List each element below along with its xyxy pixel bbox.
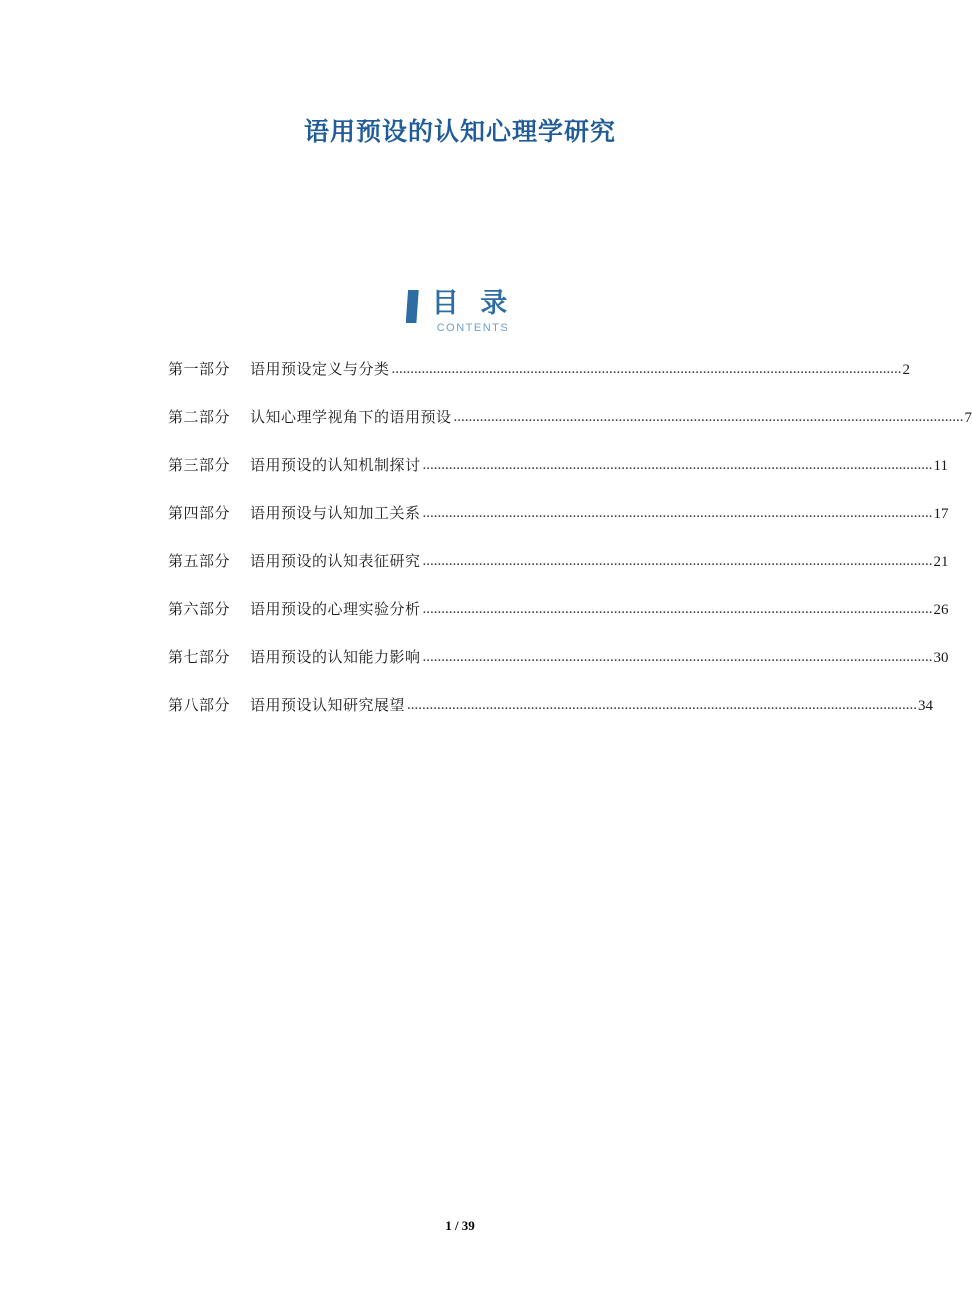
toc-entry-part: 第二部分 [168,410,231,426]
toc-entry-part: 第四部分 [168,506,231,522]
toc-entry-part: 第六部分 [168,602,231,618]
toc-entry-part: 第五部分 [168,554,231,570]
toc-entry-part: 第七部分 [168,650,231,666]
toc-entry-leader: ........................................................................................................................................ [422,649,933,665]
toc-entry-page: 21 [933,554,949,570]
toc-entry-label: 语用预设定义与分类 [250,362,390,378]
page-footer: 1 / 39 [445,1218,475,1233]
toc-entry-label: 语用预设认知研究展望 [250,698,406,714]
toc-entry-leader: ........................................................................................................................................ [391,361,902,377]
toc-entry-label: 语用预设的认知机制探讨 [250,458,421,474]
toc-entry[interactable] [168,694,934,742]
toc-entry[interactable] [168,358,911,406]
toc-list [168,358,972,742]
toc-heading-cn: 目 录 [431,288,515,318]
toc-entry-page: 17 [933,506,949,522]
toc-entry[interactable] [168,646,949,694]
toc-entry-page: 7 [964,410,972,426]
toc-entry-label: 语用预设的心理实验分析 [250,602,421,618]
page-title: 语用预设的认知心理学研究 [303,118,616,146]
toc-entry-part: 第八部分 [168,698,231,714]
toc-entry-page: 34 [918,698,934,714]
toc-entry-label: 语用预设的认知能力影响 [250,650,421,666]
toc-entry[interactable] [168,598,949,646]
toc-entry-leader: ........................................................................................................................................ [422,457,933,473]
toc-entry[interactable] [168,406,972,454]
toc-heading [0,288,920,348]
toc-entry-leader: ........................................................................................................................................ [422,601,933,617]
toc-entry-label: 语用预设与认知加工关系 [250,506,421,522]
toc-entry-part: 第三部分 [168,458,231,474]
toc-entry[interactable] [168,502,949,550]
toc-entry-leader: ........................................................................................................................................ [453,409,964,425]
toc-entry-label: 认知心理学视角下的语用预设 [250,410,452,426]
toc-entry-leader: ........................................................................................................................................ [422,553,933,569]
toc-heading-en: CONTENTS [436,322,510,334]
toc-entry[interactable] [168,454,948,502]
toc-entry-label: 语用预设的认知表征研究 [250,554,421,570]
toc-entry-page: 2 [902,362,911,378]
toc-accent-bar-icon [406,290,419,323]
toc-entry-page: 26 [933,602,949,618]
toc-entry-page: 11 [933,458,948,474]
toc-entry-page: 30 [933,650,949,666]
toc-entry-leader: ........................................................................................................................................ [407,697,918,713]
toc-entry-part: 第一部分 [168,362,231,378]
toc-entry-leader: ........................................................................................................................................ [422,505,933,521]
toc-entry[interactable] [168,550,949,598]
